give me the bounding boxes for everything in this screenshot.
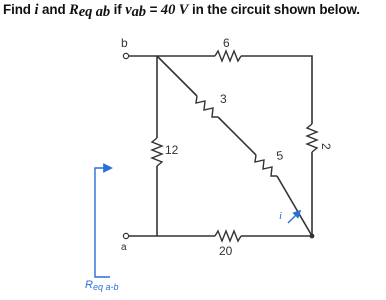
terminal-b (123, 53, 128, 58)
resistor-5 (255, 155, 277, 176)
question-prefix: Find (3, 2, 35, 17)
resistor-5-label: 5 (275, 148, 285, 163)
question-and: and (38, 2, 70, 17)
terminal-b-label: b (121, 36, 128, 50)
voltage-unit: V (175, 2, 189, 18)
resistor-12-label: 12 (165, 143, 179, 157)
question-if: if (110, 2, 126, 17)
resistor-2 (307, 124, 317, 152)
req-subscript: eq ab (78, 4, 111, 20)
terminal-a (123, 233, 128, 238)
question-suffix: in the circuit shown below. (188, 2, 360, 17)
wire-top-right (241, 56, 312, 124)
resistor-3-label: 3 (220, 92, 227, 106)
req-label (85, 279, 118, 292)
req-label-sub: eq a-b (92, 282, 119, 292)
voltage-variable: v (125, 2, 132, 18)
resistor-20-label: 20 (219, 244, 233, 258)
req-arrow (95, 168, 111, 277)
current-arrow (288, 211, 300, 223)
req-variable: R (69, 2, 79, 18)
wire-diag-1 (157, 56, 197, 96)
resistor-6-label: 6 (223, 36, 230, 50)
voltage-value: 40 (160, 2, 176, 18)
node-bottom-right (310, 234, 315, 239)
resistor-12 (152, 138, 162, 166)
terminal-a-label: a (121, 242, 127, 253)
resistor-3 (196, 96, 218, 117)
wire-diag-2 (218, 117, 256, 155)
resistor-6 (215, 51, 241, 61)
wire-diag-3 (277, 176, 312, 236)
resistor-20 (215, 231, 241, 241)
resistor-2-label: 2 (319, 143, 333, 150)
question-equals: = (145, 2, 161, 17)
voltage-subscript: ab (131, 4, 146, 20)
current-variable: i (34, 2, 39, 18)
req-label-main: R (85, 279, 93, 291)
current-label: i (279, 210, 283, 222)
